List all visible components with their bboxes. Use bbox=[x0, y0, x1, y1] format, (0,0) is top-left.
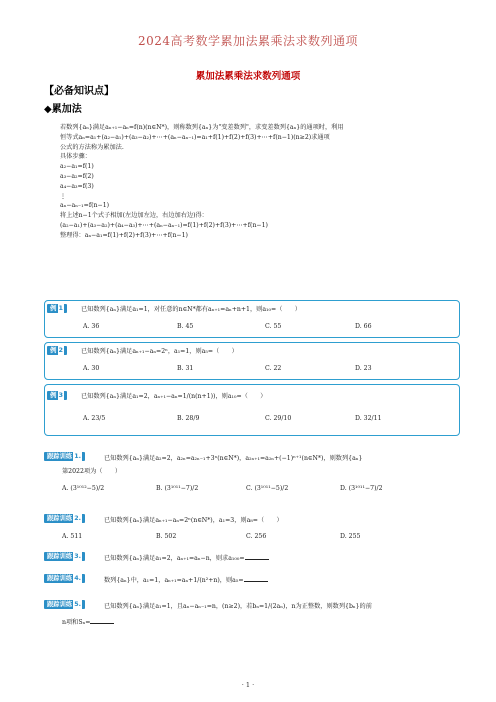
example-badge: 例 2 bbox=[47, 346, 67, 355]
option-d: D. (3¹⁰¹¹−7)/2 bbox=[340, 485, 383, 492]
option-a: A. 23/5 bbox=[83, 415, 106, 422]
method-line: 具体步骤： bbox=[60, 153, 91, 161]
training-badge-3: 跟踪训练 3. bbox=[44, 552, 85, 561]
option-c: C. 55 bbox=[265, 323, 282, 330]
training-badge-4: 跟踪训练 4. bbox=[44, 574, 85, 583]
training-question-1: 已知数列{aₙ}满足a₂=2，a₂ₙ=a₂ₙ₋₁+3ⁿ(n∈N*)，a₂ₙ₊₁=a₂ₙ+(−1)ⁿ⁺¹(n∈N*)，则数列{aₙ} bbox=[104, 455, 363, 462]
method-line: 恒等式aₙ=a₁+(a₂−a₁)+(a₃−a₂)+⋯+(aₙ−aₙ₋₁)=a₁+f(1)+f(2)+f(3)+⋯+f(n−1)(n≥2)求通项 bbox=[60, 133, 330, 141]
option-b: B. 31 bbox=[177, 365, 194, 372]
option-c: C. 22 bbox=[265, 365, 282, 372]
example-question: 已知数列{aₙ}满足a₁=2，aₙ₊₁−aₙ=1/(n(n+1))，则a₁₀=（ ） bbox=[81, 393, 267, 400]
example-box-2 bbox=[44, 342, 460, 380]
option-a: A. (3¹⁰¹²−5)/2 bbox=[62, 485, 105, 492]
option-a: A. 511 bbox=[62, 533, 83, 540]
method-line: 将上述n−1个式子相加(左边加左边，右边加右边)得： bbox=[60, 212, 208, 220]
knowledge-heading: 【必备知识点】 bbox=[44, 86, 114, 97]
option-c: C. 256 bbox=[246, 533, 267, 540]
training-question-5-cont: n项和Sₙ= bbox=[62, 617, 114, 626]
answer-blank[interactable] bbox=[90, 617, 114, 624]
method-line: a₂−a₁=f(1) bbox=[60, 163, 94, 171]
method-line: a₄−a₃=f(3) bbox=[60, 182, 94, 190]
method-heading: ◆累加法 bbox=[44, 104, 82, 115]
option-d: D. 32/11 bbox=[355, 415, 382, 422]
option-b: B. 502 bbox=[156, 533, 177, 540]
training-question-2: 已知数列{aₙ}满足aₙ₊₁−aₙ=2ⁿ(n∈N*)，a₁=3，则a₈=（ ） bbox=[104, 517, 283, 524]
option-a: A. 30 bbox=[83, 365, 100, 372]
training-badge-5: 跟踪训练 5. bbox=[44, 600, 85, 609]
example-question: 已知数列{aₙ}满足a₁=1，对任意的n∈N*都有aₙ₊₁=aₙ+n+1，则a₁₀=（ ） bbox=[81, 306, 301, 313]
example-badge: 例 1 bbox=[47, 304, 67, 313]
method-body bbox=[60, 123, 460, 241]
answer-blank[interactable] bbox=[244, 575, 268, 582]
option-c: C. (3¹⁰¹¹−5)/2 bbox=[246, 485, 289, 492]
example-box-3 bbox=[44, 384, 460, 436]
method-line: ⋮ bbox=[60, 192, 67, 200]
training-question-1-cont: 第2022项为（ ） bbox=[62, 468, 122, 475]
option-d: D. 23 bbox=[355, 365, 372, 372]
method-line: a₃−a₂=f(2) bbox=[60, 172, 94, 180]
method-line: 公式的方法称为累加法. bbox=[60, 143, 124, 151]
method-line: 若数列{aₙ}满足aₙ₊₁−aₙ=f(n)(n∈N*)，则称数列{aₙ}为"变差数列"，求变差数列{aₙ}的通项时，利用 bbox=[60, 124, 344, 131]
method-line: (a₂−a₁)+(a₃−a₂)+(a₄−a₃)+⋯+(aₙ−aₙ₋₁)=f(1)+f(2)+f(3)+⋯+f(n−1) bbox=[60, 221, 268, 229]
option-b: B. 45 bbox=[177, 323, 194, 330]
example-question: 已知数列{aₙ}满足aₙ₊₁−aₙ=2ⁿ，a₁=1，则a₅=（ ） bbox=[81, 348, 238, 355]
option-c: C. 29/10 bbox=[265, 415, 292, 422]
training-question-4: 数列{aₙ}中，a₁=1，aₙ₊₁=aₙ+1/(n²+n)，则a₅= bbox=[104, 575, 268, 584]
example-badge: 例 3 bbox=[47, 391, 67, 400]
page-number: · 1 · bbox=[241, 681, 255, 689]
training-question-5: 已知数列{aₙ}满足a₁=1，且aₙ−aₙ₋₁=n，(n≥2)，若bₙ=1/(2aₙ)，n为正整数，则数列{bₙ}的前 bbox=[104, 603, 372, 610]
example-box-1 bbox=[44, 300, 460, 338]
option-a: A. 36 bbox=[83, 323, 100, 330]
option-d: D. 66 bbox=[355, 323, 372, 330]
method-line: 整理得：aₙ−a₁=f(1)+f(2)+f(3)+⋯+f(n−1) bbox=[60, 231, 188, 239]
document-title: 2024高考数学累加法累乘法求数列通项 bbox=[137, 34, 359, 48]
section-title: 累加法累乘法求数列通项 bbox=[195, 71, 301, 82]
training-badge-1: 跟踪训练 1. bbox=[44, 452, 85, 461]
method-line: aₙ−aₙ₋₁=f(n−1) bbox=[60, 202, 110, 210]
answer-blank[interactable] bbox=[245, 553, 269, 560]
training-badge-2: 跟踪训练 2. bbox=[44, 514, 85, 523]
option-b: B. (3¹⁰¹¹−7)/2 bbox=[156, 485, 199, 492]
option-d: D. 255 bbox=[340, 533, 361, 540]
option-b: B. 28/9 bbox=[177, 415, 200, 422]
training-question-3: 已知数列{aₙ}满足a₁=2，aₙ₊₁=aₙ−n，则求a₁₀₀= bbox=[104, 553, 269, 562]
